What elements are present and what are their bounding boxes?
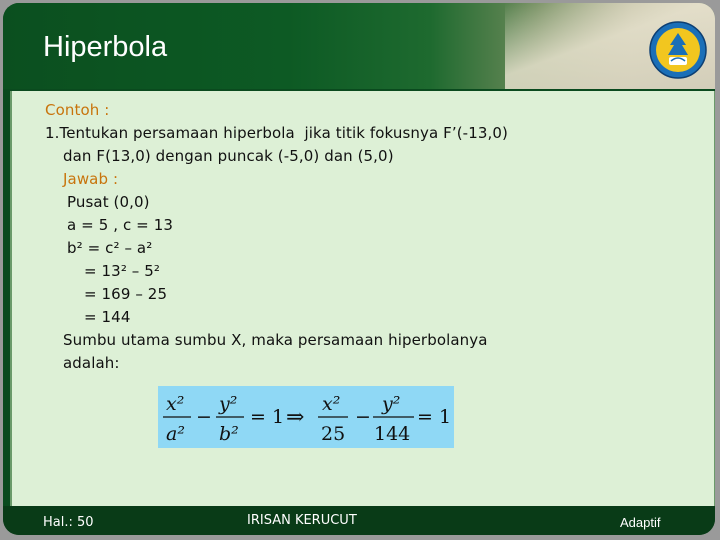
slide-title: Hiperbola <box>43 31 168 63</box>
solution-line: = 13² – 5² <box>84 262 161 280</box>
formula-term: x² <box>322 393 341 415</box>
formula-term: 25 <box>321 423 346 445</box>
formula-operator: = 1 <box>250 406 285 428</box>
header-bar <box>3 3 715 89</box>
formula-term: 144 <box>374 423 411 445</box>
solution-line: a = 5 , c = 13 <box>67 216 173 234</box>
formula-operator: − <box>355 406 371 428</box>
solution-line: = 169 – 25 <box>84 285 168 303</box>
topic-label: IRISAN KERUCUT <box>247 513 357 528</box>
hyperbola-equation <box>158 386 454 448</box>
emblem-icon <box>649 21 707 79</box>
answer-heading: Jawab : <box>63 170 119 188</box>
formula-term: a² <box>166 423 185 445</box>
solution-line: Pusat (0,0) <box>67 193 150 211</box>
conclusion-text: Sumbu utama sumbu X, maka persamaan hiperbolanya <box>63 331 488 349</box>
footer-bar <box>3 506 715 535</box>
example-heading: Contoh : <box>45 101 110 119</box>
formula-operator: − <box>196 406 212 428</box>
page-number: Hal.: 50 <box>43 515 94 530</box>
formula-term: b² <box>219 423 239 445</box>
formula-term: y² <box>219 393 238 415</box>
solution-line: = 144 <box>84 308 131 326</box>
category-label: Adaptif <box>620 515 661 530</box>
slide <box>3 3 715 535</box>
formula-term: y² <box>382 393 401 415</box>
formula-term: x² <box>166 393 185 415</box>
problem-text: 1.Tentukan persamaan hiperbola jika titik fokusnya F’(-13,0) <box>45 124 508 142</box>
solution-line: b² = c² – a² <box>67 239 153 257</box>
problem-text-cont: dan F(13,0) dengan puncak (-5,0) dan (5,0) <box>63 147 394 165</box>
conclusion-text-cont: adalah: <box>63 354 120 372</box>
formula-operator: = 1 <box>417 406 452 428</box>
formula-operator: ⇒ <box>286 405 305 430</box>
